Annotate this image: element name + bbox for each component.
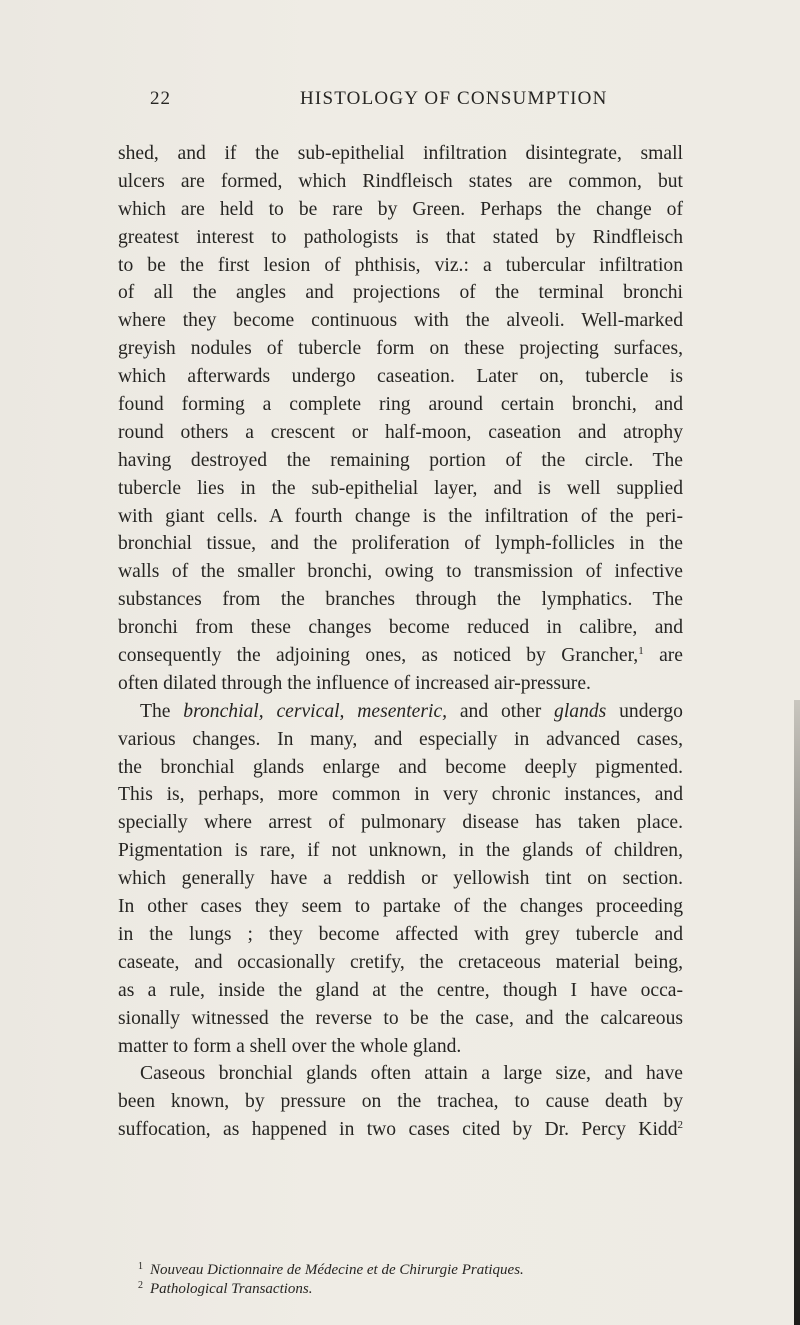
- text-line: greyish nodules of tubercle form on these projecting surfaces,: [118, 338, 683, 360]
- text-line: having destroyed the remaining portion of the circle. The: [118, 449, 683, 471]
- italic-text: glands: [554, 700, 607, 722]
- text-line: of all the angles and projections of the terminal bronchi: [118, 282, 683, 304]
- text-segment: and other: [447, 700, 555, 722]
- text-line: specially where arrest of pulmonary disease has taken place.: [118, 812, 683, 834]
- text-segment: consequently the adjoining ones, as noticed by Grancher,: [118, 645, 639, 667]
- text-line: Pigmentation is rare, if not unknown, in the glands of children,: [118, 840, 683, 862]
- text-line: round others a crescent or half-moon, caseation and atrophy: [118, 421, 683, 443]
- footnote-ref-1: 1: [638, 645, 644, 658]
- text-segment: are: [643, 645, 683, 667]
- page-header: [150, 88, 670, 114]
- text-line: which afterwards undergo caseation. Later on, tubercle is: [118, 366, 683, 388]
- text-line: walls of the smaller bronchi, owing to transmission of infective: [118, 561, 683, 583]
- text-line: caseate, and occasionally cretify, the cretaceous material being,: [118, 951, 683, 973]
- italic-text: bronchial, cervical, mesenteric,: [183, 700, 448, 722]
- text-line: found forming a complete ring around certain bronchi, and: [118, 394, 683, 416]
- text-line: often dilated through the influence of increased air-pressure.: [118, 672, 591, 694]
- text-line: This is, perhaps, more common in very chronic instances, and: [118, 784, 683, 806]
- body-text: [118, 140, 683, 1144]
- footnote-2: 2 Pathological Transactions.: [138, 1280, 313, 1297]
- paragraph-first-line: [118, 698, 683, 726]
- page-number: 22: [150, 88, 171, 109]
- page-edge-shadow: [794, 700, 800, 1325]
- footnote-text: Pathological Transactions.: [150, 1281, 313, 1297]
- text-line: sionally witnessed the reverse to be the case, and the calcareous: [118, 1007, 683, 1029]
- footnote-text: Nouveau Dictionnaire de Médecine et de Chirurgie Pratiques.: [150, 1262, 524, 1278]
- text-line: greatest interest to pathologists is that stated by Rindfleisch: [118, 226, 683, 248]
- running-head: HISTOLOGY OF CONSUMPTION: [300, 88, 608, 109]
- text-line: which are held to be rare by Green. Perhaps the change of: [118, 198, 683, 220]
- text-line-with-footnote-ref: [118, 642, 683, 670]
- text-line: where they become continuous with the alveoli. Well-marked: [118, 310, 683, 332]
- text-line: to be the first lesion of phthisis, viz.: a tubercular infiltration: [118, 254, 683, 276]
- text-line: tubercle lies in the sub-epithelial layer, and is well supplied: [118, 477, 683, 499]
- text-line: In other cases they seem to partake of the changes proceeding: [118, 896, 683, 918]
- text-line: the bronchial glands enlarge and become deeply pigmented.: [118, 756, 683, 778]
- text-line: which generally have a reddish or yellowish tint on section.: [118, 868, 683, 890]
- text-line: matter to form a shell over the whole gland.: [118, 1035, 462, 1057]
- text-segment: undergo: [606, 700, 683, 722]
- text-segment: The: [140, 700, 184, 722]
- text-line: in the lungs ; they become affected with grey tubercle and: [118, 923, 683, 945]
- text-line: as a rule, inside the gland at the centre, though I have occa-: [118, 979, 683, 1001]
- footnotes: [138, 1261, 683, 1299]
- text-line-with-footnote-ref: [118, 1116, 683, 1144]
- text-line: been known, by pressure on the trachea, to cause death by: [118, 1091, 683, 1113]
- text-line: with giant cells. A fourth change is the infiltration of the peri-: [118, 505, 683, 527]
- paragraph-first-line: Caseous bronchial glands often attain a large size, and have: [140, 1063, 683, 1085]
- text-segment: suffocation, as happened in two cases cited by Dr. Percy Kidd: [118, 1119, 678, 1141]
- text-line: ulcers are formed, which Rindfleisch states are common, but: [118, 170, 683, 192]
- text-line: bronchi from these changes become reduced in calibre, and: [118, 617, 683, 639]
- text-line: shed, and if the sub-epithelial infiltration disintegrate, small: [118, 143, 683, 164]
- footnote-1: 1 Nouveau Dictionnaire de Médecine et de Chirurgie Pratiques.: [138, 1261, 524, 1278]
- text-line: substances from the branches through the lymphatics. The: [118, 589, 683, 611]
- text-line: bronchial tissue, and the proliferation of lymph-follicles in the: [118, 533, 683, 555]
- footnote-ref-2: 2: [677, 1119, 683, 1132]
- text-line: various changes. In many, and especially in advanced cases,: [118, 728, 683, 750]
